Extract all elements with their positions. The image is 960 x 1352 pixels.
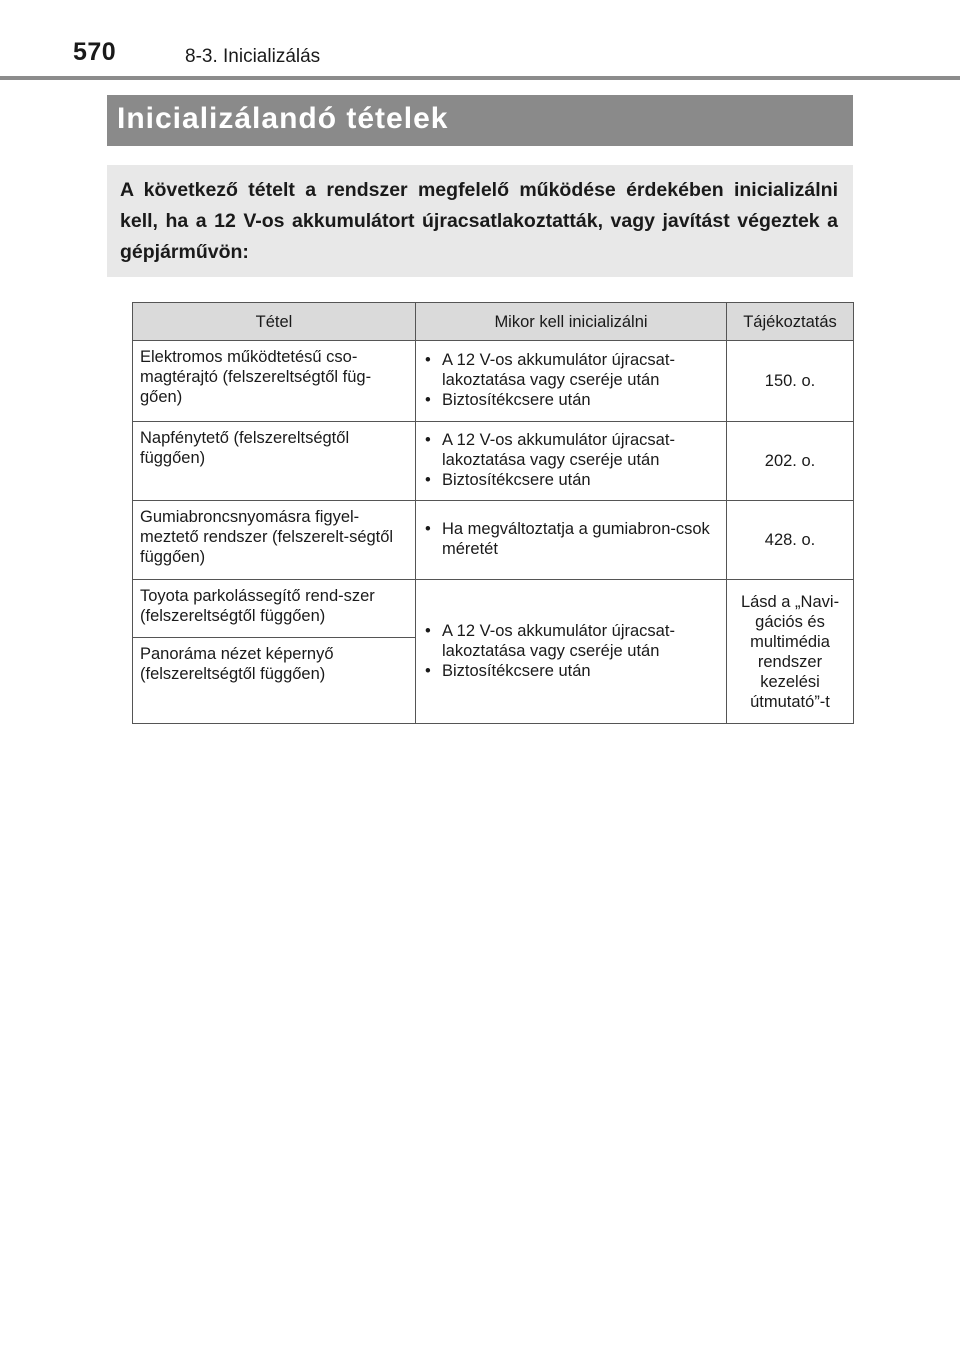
initialization-table [132, 302, 854, 724]
header-when: Mikor kell inicializálni [416, 303, 727, 341]
table-header-row [133, 303, 854, 341]
item-cell: Panoráma nézet képernyő (felszereltségtől függően) [133, 638, 416, 724]
ref-cell: Lásd a „Navi-gációs és multimédia rendszer kezelési útmutató”-t [727, 580, 854, 724]
when-cell [416, 422, 727, 501]
list-item: • A 12 V-os akkumulátor újracsat-lakoztatása vagy cseréje után [423, 621, 720, 661]
ref-cell: 428. o. [727, 501, 854, 580]
header-rule [0, 76, 960, 80]
when-cell [416, 580, 727, 724]
intro-box [107, 165, 853, 277]
page-number: 570 [73, 38, 117, 66]
table-row [133, 501, 854, 580]
list-item: • A 12 V-os akkumulátor újracsat-lakoztatása vagy cseréje után [423, 350, 720, 390]
table-row [133, 580, 854, 638]
when-cell [416, 501, 727, 580]
title-bar [107, 95, 853, 146]
list-item: • Biztosítékcsere után [423, 470, 720, 490]
list-item: • Ha megváltoztatja a gumiabron-csok méretét [423, 519, 720, 559]
when-cell [416, 341, 727, 422]
section-label: 8-3. Inicializálás [185, 46, 321, 67]
item-cell: Toyota parkolássegítő rend-szer (felszereltségtől függően) [133, 580, 416, 638]
ref-cell: 150. o. [727, 341, 854, 422]
item-cell: Gumiabroncsnyomásra figyel-meztető rendszer (felszerelt-ségtől függően) [133, 501, 416, 580]
header-ref: Tájékoztatás [727, 303, 854, 341]
page-title: Inicializálandó tételek [117, 102, 449, 135]
header-item: Tétel [133, 303, 416, 341]
item-cell: Elektromos működtetésű cso-magtérajtó (felszereltségtől füg-gően) [133, 341, 416, 422]
list-item: • Biztosítékcsere után [423, 661, 720, 681]
item-cell: Napfénytető (felszereltségtől függően) [133, 422, 416, 501]
table-row [133, 422, 854, 501]
list-item: • Biztosítékcsere után [423, 390, 720, 410]
list-item: • A 12 V-os akkumulátor újracsat-lakoztatása vagy cseréje után [423, 430, 720, 470]
table-row [133, 341, 854, 422]
intro-text: A következő tételt a rendszer megfelelő működése érdekében inicializálni kell, ha a 12 V-os akkumulátort újracsatlakoztatták, vagy javítást végeztek a gépjárművön: [120, 179, 838, 263]
ref-cell: 202. o. [727, 422, 854, 501]
